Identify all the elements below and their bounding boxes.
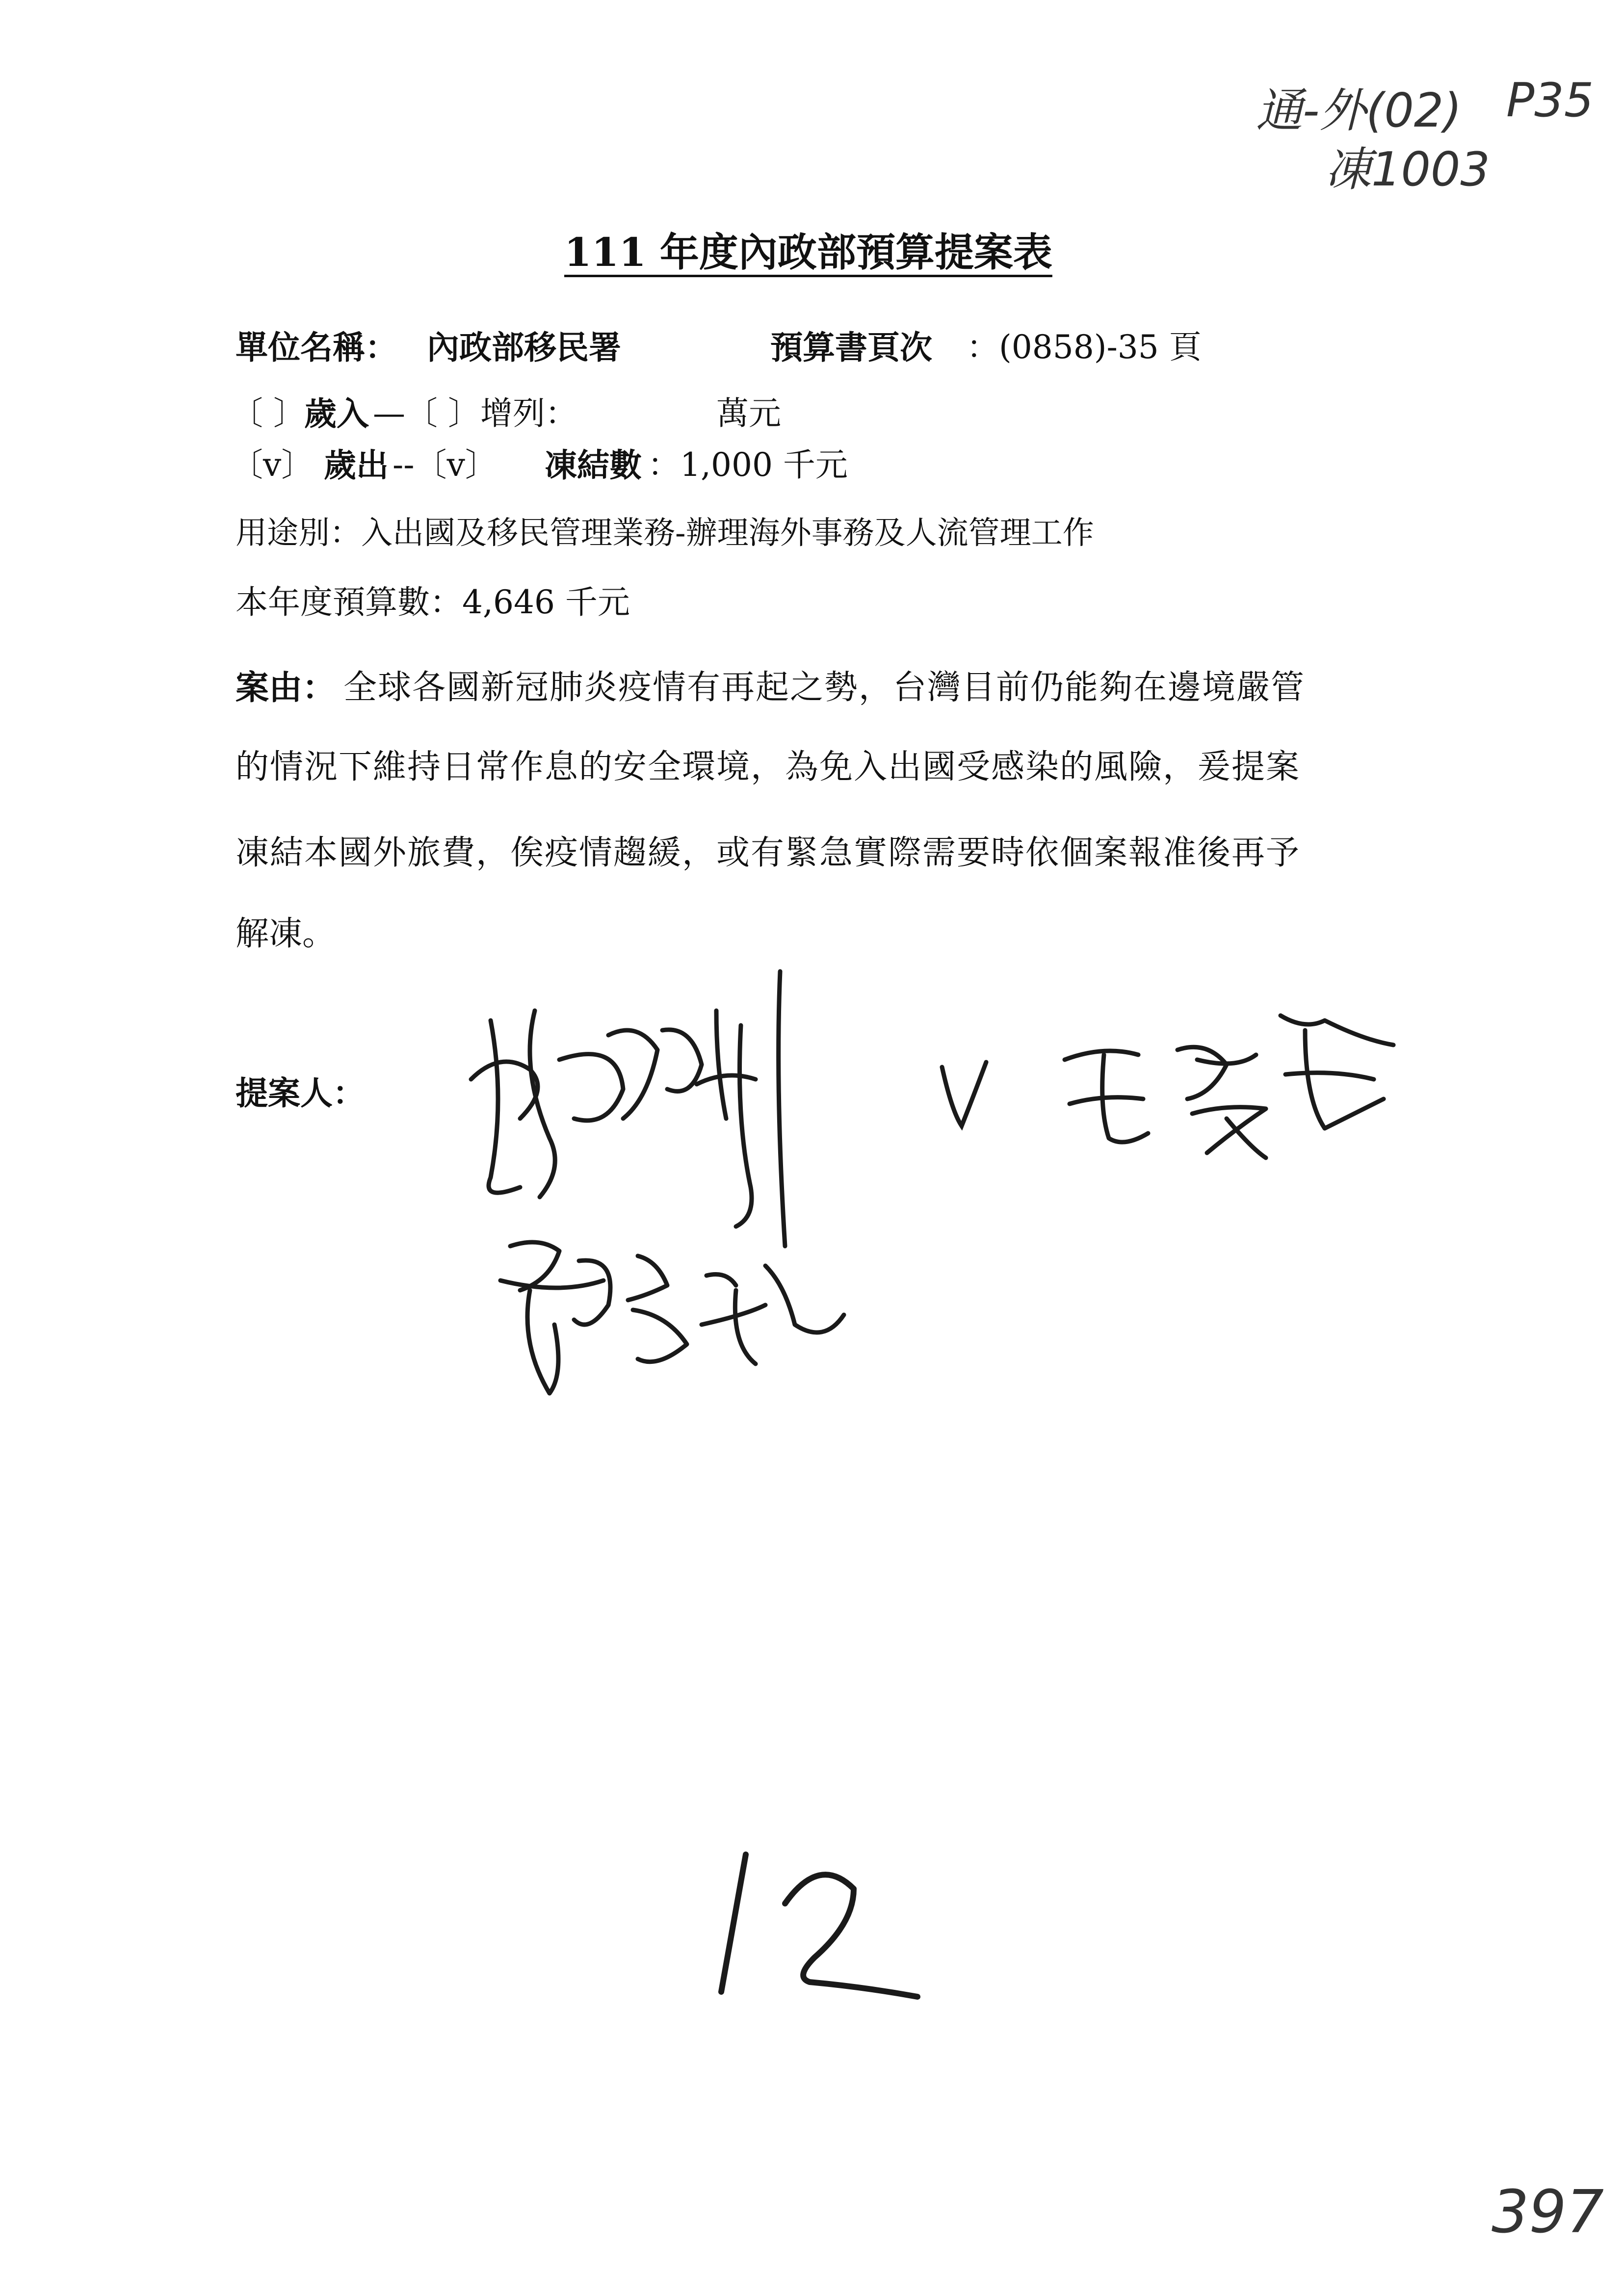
handwritten-page-ref: P35 — [1506, 74, 1594, 128]
expense-label: 歲出 — [324, 446, 389, 484]
purpose-line: 用途別：入出國及移民管理業務-辦理海外事務及人流管理工作 — [236, 515, 1094, 551]
reason-label: 案由： — [236, 668, 336, 707]
revenue-increase: —〔 〕增列： — [373, 394, 577, 432]
budget-page-label: 預算書頁次 — [770, 328, 932, 366]
handwritten-page-number — [707, 1835, 932, 2011]
expense-freeze-checkbox: --〔v〕 — [393, 446, 498, 484]
handwritten-ref-code: 通-外(02) — [1256, 84, 1462, 138]
revenue-label: 歲入 — [304, 394, 369, 433]
revenue-amount-unit: 萬元 — [716, 394, 781, 432]
freeze-value: ：1,000 千元 — [648, 446, 848, 484]
freeze-label: 凍結數 — [545, 446, 642, 484]
proposer-label: 提案人： — [236, 1074, 365, 1112]
signature-check-mark — [937, 1057, 991, 1131]
annual-budget-line: 本年度預算數：4,646 千元 — [236, 583, 630, 621]
handwritten-sheet-number: 397 — [1492, 2178, 1604, 2246]
signature-3 — [491, 1217, 864, 1423]
unit-value: 內政部移民署 — [427, 328, 621, 366]
reason-line-2: 的情況下維持日常作息的安全環境，為免入出國受感染的風險，爰提案 — [236, 748, 1301, 786]
budget-page-value: ：(0858)-35 頁 — [967, 328, 1202, 366]
signature-1 — [461, 971, 893, 1246]
reason-line-4: 解凍。 — [236, 914, 336, 953]
reason-line-3: 凍結本國外旅費，俟疫情趨緩，或有緊急實際需要時依個案報准後再予 — [236, 834, 1301, 872]
revenue-checkbox: 〔 〕 — [231, 394, 306, 432]
signature-2 — [1050, 1001, 1403, 1168]
handwritten-freeze-ref: 凍1003 — [1325, 143, 1490, 197]
form-title: 111 年度內政部預算提案表 — [564, 229, 1052, 275]
unit-label: 單位名稱： — [236, 328, 397, 366]
expense-checkbox: 〔v〕 — [231, 446, 314, 484]
reason-line-1: 全球各國新冠肺炎疫情有再起之勢，台灣目前仍能夠在邊境嚴管 — [343, 668, 1306, 707]
